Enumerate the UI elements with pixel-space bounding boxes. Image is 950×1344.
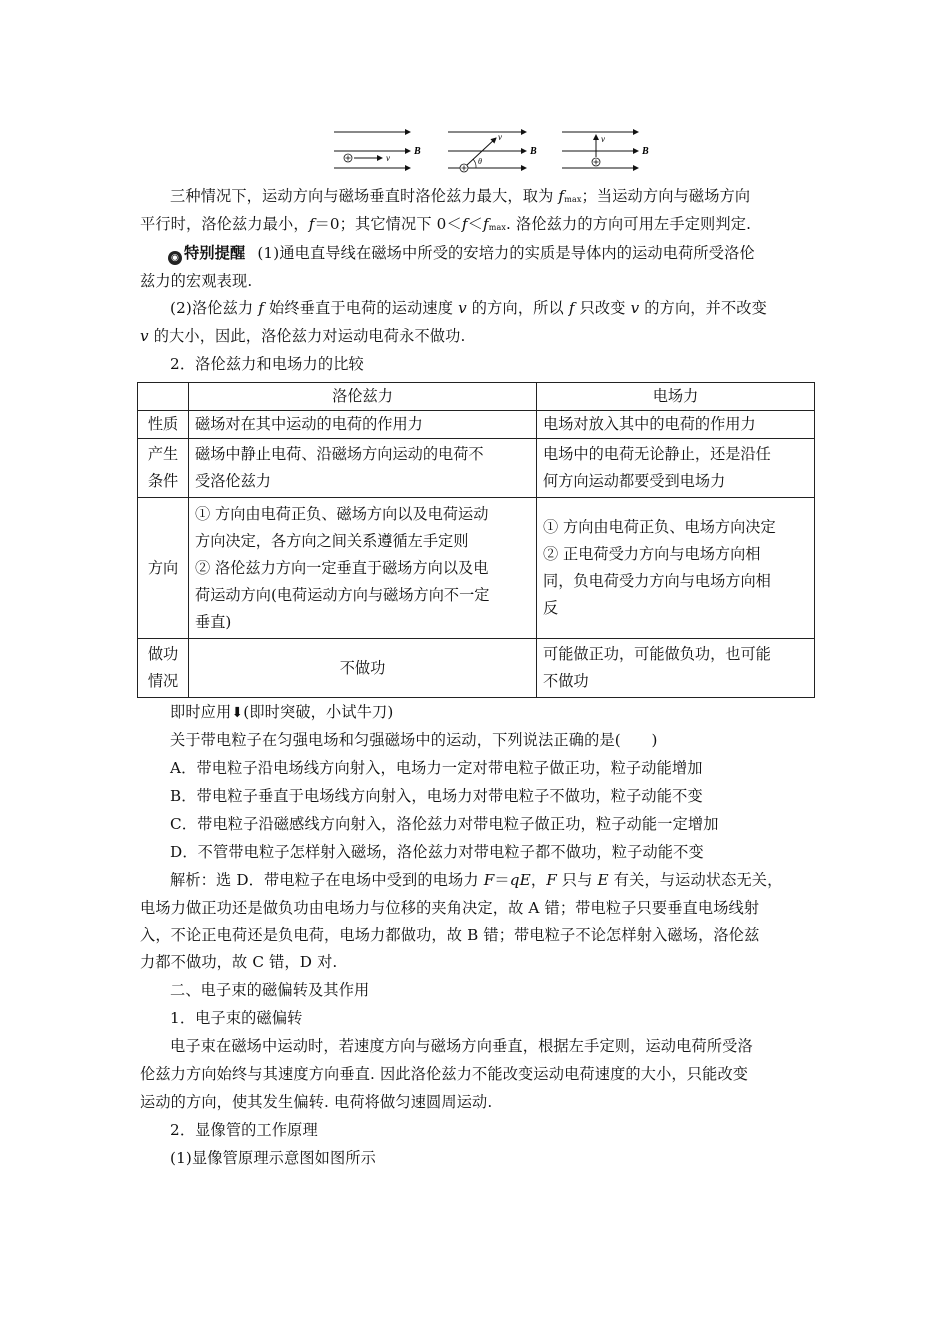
row-label: 方向 <box>138 498 189 639</box>
section-title: 2．洛伦兹力和电场力的比较 <box>170 355 364 373</box>
special-note-2-cont: v 的大小，因此，洛伦兹力对运动电荷永不做功. <box>140 327 466 345</box>
table-row <box>138 411 815 439</box>
velocity-label: v <box>601 134 605 144</box>
lorentz-force-diagram <box>330 124 660 174</box>
table-row <box>138 498 815 639</box>
field-label: B <box>414 146 421 157</box>
subsection-title: 2．显像管的工作原理 <box>170 1121 318 1139</box>
electric-cell: ① 方向由电荷正负、电场方向决定 ② 正电荷受力方向与电场方向相 同，负电荷受力方向与电场方向相 反 <box>537 498 815 639</box>
special-note-2: (2)洛伦兹力 f 始终垂直于电荷的运动速度 v 的方向，所以 f 只改变 v 的方向，并不改变 <box>170 299 767 317</box>
lorentz-cell: ① 方向由电荷正负、磁场方向以及电荷运动 方向决定，各方向之间关系遵循左手定则 ② 洛伦兹力方向一定垂直于磁场方向以及电 荷运动方向(电荷运动方向与磁场方向不一定 垂直) <box>189 498 537 639</box>
special-note-cont: 兹力的宏观表现. <box>140 272 253 290</box>
electric-cell: 电场中的电荷无论静止，还是沿任 何方向运动都要受到电场力 <box>537 439 815 498</box>
case-perpendicular <box>562 132 649 168</box>
paragraph: (1)显像管原理示意图如图所示 <box>170 1149 377 1167</box>
case-parallel <box>334 132 421 168</box>
table-row <box>138 639 815 698</box>
subsection-title: 1．电子束的磁偏转 <box>170 1009 303 1027</box>
lorentz-cell: 不做功 <box>189 639 537 698</box>
answer-analysis: 解析：选 D．带电粒子在电场中受到的电场力 F＝qE，F 只与 E 有关，与运动状态无关， <box>170 871 783 889</box>
row-label: 产生 条件 <box>138 439 189 498</box>
field-label: B <box>642 146 649 157</box>
table-row <box>138 439 815 498</box>
paragraph-max-force-cont: 平行时，洛伦兹力最小，f＝0；其它情况下 0＜f＜fmax. 洛伦兹力的方向可用左手定则判定. <box>140 215 752 233</box>
table-header: 电场力 <box>537 383 815 411</box>
option-a: A．带电粒子沿电场线方向射入，电场力一定对带电粒子做正功，粒子动能增加 <box>170 759 703 777</box>
question-stem: 关于带电粒子在匀强电场和匀强磁场中的运动，下列说法正确的是( ) <box>170 731 658 749</box>
angle-label: θ <box>478 157 482 166</box>
lorentz-cell: 磁场中静止电荷、沿磁场方向运动的电荷不 受洛伦兹力 <box>189 439 537 498</box>
answer-analysis-cont: 电场力做正功还是做负功由电场力与位移的夹角决定，故 A 错；带电粒子只要垂直电场线射 <box>140 899 760 917</box>
arrow-down-icon: ⬇ <box>231 705 244 721</box>
case-angle <box>448 132 537 172</box>
note-badge: ◉ 特别提醒 <box>168 243 245 265</box>
answer-analysis-cont: 入，不论正电荷还是负电荷，电场力都做功，故 B 错；带电粒子不论怎样射入磁场，洛伦兹 <box>140 926 760 944</box>
apply-heading: 即时应用⬇(即时突破，小试牛刀) <box>170 703 394 721</box>
velocity-label: v <box>498 132 502 142</box>
option-d: D．不管带电粒子怎样射入磁场，洛伦兹力对带电粒子都不做功，粒子动能不变 <box>170 843 704 861</box>
comparison-table <box>137 382 815 698</box>
special-note: ◉ 特别提醒 (1)通电直导线在磁场中所受的安培力的实质是导体内的运动电荷所受洛伦 <box>168 243 814 265</box>
option-c: C．带电粒子沿磁感线方向射入，洛伦兹力对带电粒子做正功，粒子动能一定增加 <box>170 815 719 833</box>
lorentz-cell: 磁场对在其中运动的电荷的作用力 <box>189 411 537 439</box>
field-label: B <box>530 146 537 157</box>
paragraph: 电子束在磁场中运动时，若速度方向与磁场方向垂直，根据左手定则，运动电荷所受洛 <box>170 1037 753 1055</box>
paragraph-cont: 伦兹力方向始终与其速度方向垂直. 因此洛伦兹力不能改变运动电荷速度的大小，只能改变 <box>140 1065 749 1083</box>
part2-title: 二、电子束的磁偏转及其作用 <box>170 981 370 999</box>
answer-analysis-cont: 力都不做功，故 C 错，D 对. <box>140 953 338 971</box>
velocity-label: v <box>386 153 390 163</box>
row-label: 做功 情况 <box>138 639 189 698</box>
note-icon: ◉ <box>168 251 182 265</box>
row-label: 性质 <box>138 411 189 439</box>
paragraph-max-force: 三种情况下，运动方向与磁场垂直时洛伦兹力最大，取为 fmax；当运动方向与磁场方向 <box>170 187 751 205</box>
electric-cell: 可能做正功，可能做负功，也可能 不做功 <box>537 639 815 698</box>
table-header <box>138 383 189 411</box>
option-b: B．带电粒子垂直于电场线方向射入，电场力对带电粒子不做功，粒子动能不变 <box>170 787 703 805</box>
table-header: 洛伦兹力 <box>189 383 537 411</box>
paragraph-cont: 运动的方向，使其发生偏转. 电荷将做匀速圆周运动. <box>140 1093 493 1111</box>
table-header-row <box>138 383 815 411</box>
electric-cell: 电场对放入其中的电荷的作用力 <box>537 411 815 439</box>
